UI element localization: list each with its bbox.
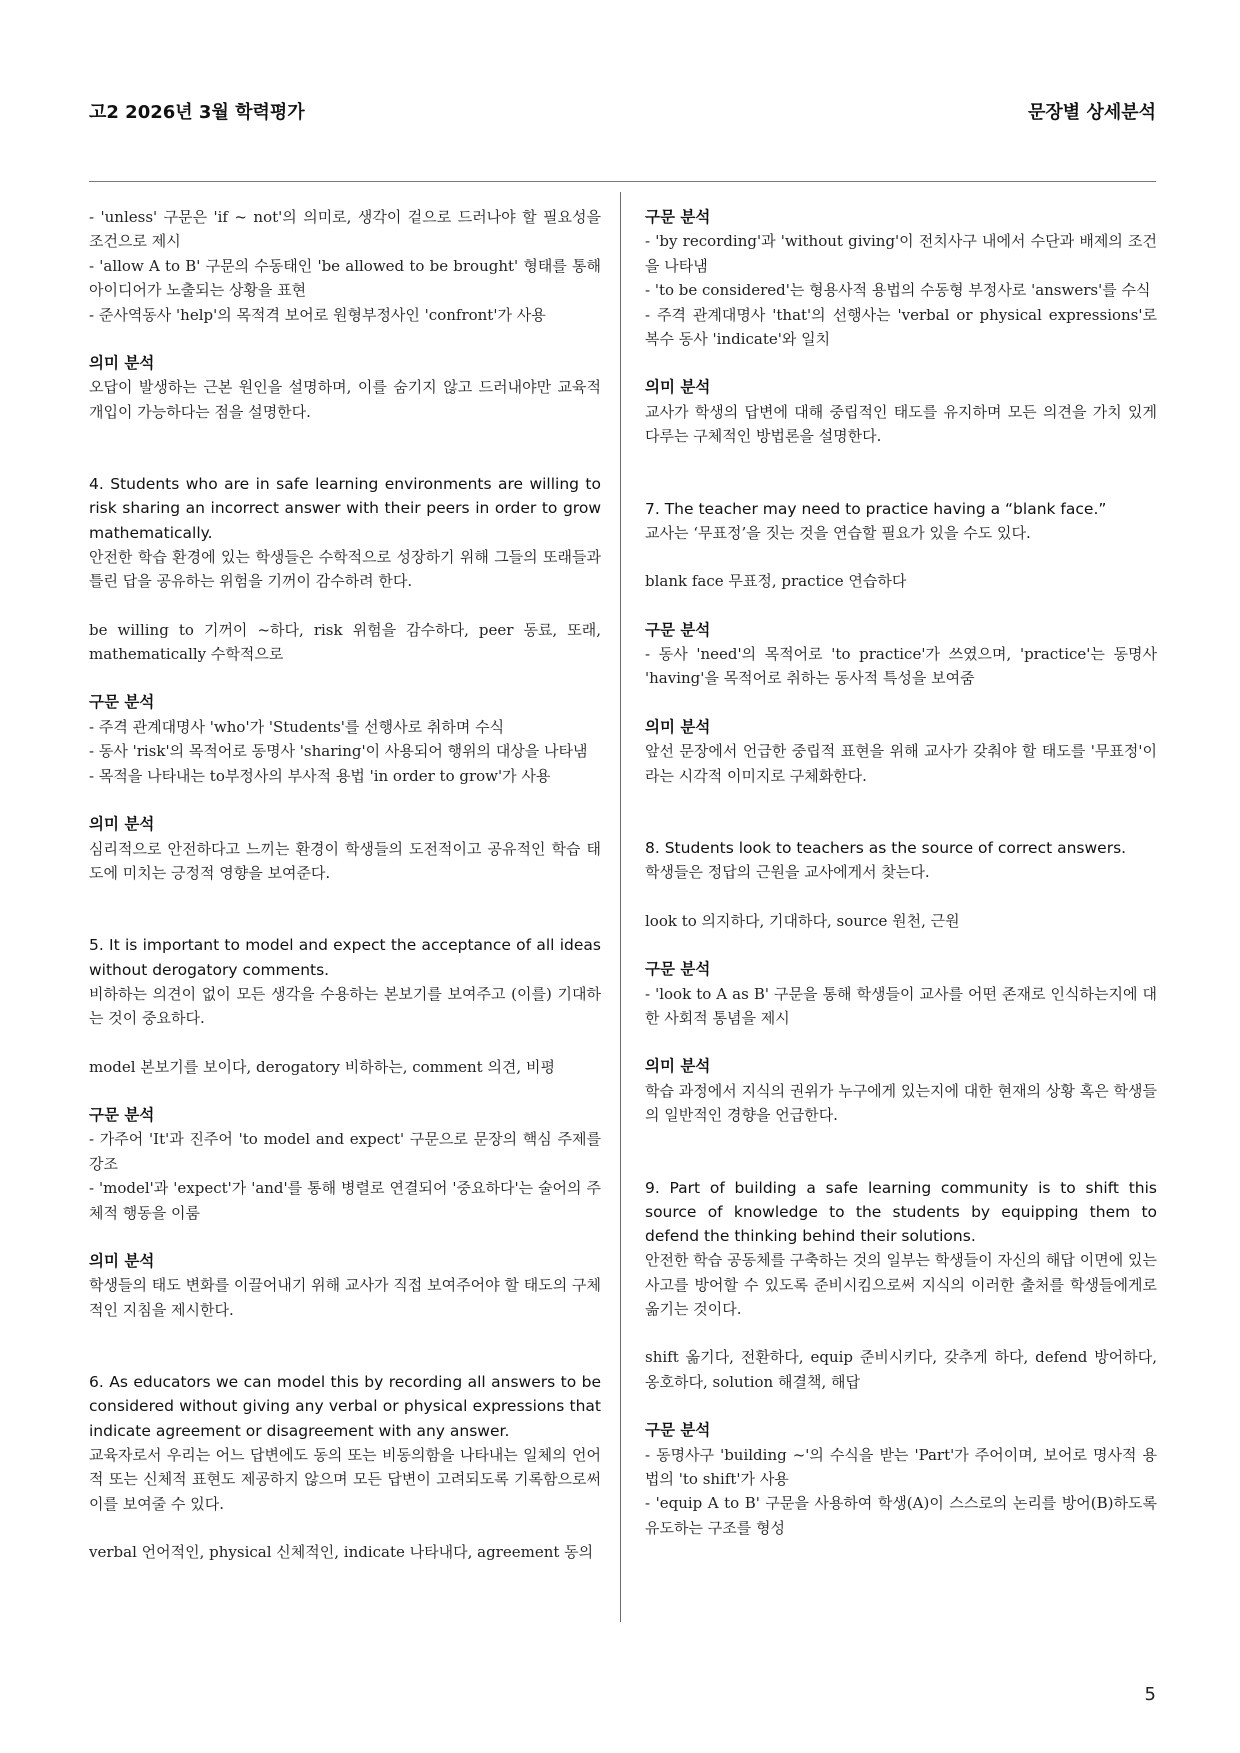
syntax-line: - 'to be considered'는 형용사적 용법의 수동형 부정사로 'answers'를 수식 (645, 281, 1151, 300)
syntax-line: - 'allow A to B' 구문의 수동태인 'be allowed to be brought' 형태를 통해 아이디어가 노출되는 상황을 표현 (89, 256, 601, 300)
meaning-heading: 의미 분석 (645, 717, 711, 736)
syntax-heading: 구문 분석 (89, 693, 155, 712)
syntax-line: - 동사 'need'의 목적어로 'to practice'가 쓰였으며, 'practice'는 동명사 'having'을 목적어로 취하는 동사적 특성을 보여줌 (645, 645, 1157, 688)
meaning-heading: 의미 분석 (645, 378, 711, 397)
syntax-line: - 'by recording'과 'without giving'이 전치사구 내에서 수단과 배제의 조건을 나타냄 (645, 232, 1157, 275)
column-divider (620, 192, 621, 1622)
syntax-line: - 가주어 'It'과 진주어 'to model and expect' 구문으로 문장의 핵심 주제를 강조 (89, 1130, 601, 1173)
syntax-line: - 'unless' 구문은 'if ~ not'의 의미로, 생각이 겉으로 드러나야 할 필요성을 조건으로 제시 (89, 208, 601, 251)
syntax-line: - 주격 관계대명사 'that'의 선행사는 'verbal or physical expressions'로 복수 동사 'indicate'와 일치 (645, 305, 1157, 349)
header-divider (89, 181, 1156, 182)
meaning-heading: 의미 분석 (89, 815, 155, 834)
syntax-line: - 'equip A to B' 구문을 사용하여 학생(A)이 스스로의 논리를 방어(B)하도록 유도하는 구조를 형성 (645, 1494, 1157, 1537)
meaning-text: 학생들의 태도 변화를 이끌어내기 위해 교사가 직접 보여주어야 할 태도의 구체적인 지침을 제시한다. (89, 1276, 601, 1319)
korean-translation: 교육자로서 우리는 어느 답변에도 동의 또는 비동의함을 나타내는 일체의 언어적 또는 신체적 표현도 제공하지 않으며 모든 답변이 고려되도록 기록함으로써 이를 보여줄 수 있다. (89, 1445, 601, 1513)
english-sentence: 8. Students look to teachers as the source of correct answers. (645, 839, 1127, 858)
korean-translation: 비하하는 의견이 없이 모든 생각을 수용하는 본보기를 보여주고 (이를) 기대하는 것이 중요하다. (89, 984, 601, 1028)
syntax-line: - 동사 'risk'의 목적어로 동명사 'sharing'이 사용되어 행위의 대상을 나타냄 (89, 742, 588, 761)
korean-translation: 교사는 ‘무표정’을 짓는 것을 연습할 필요가 있을 수도 있다. (645, 523, 1031, 542)
sentence-4 (89, 472, 601, 885)
english-sentence: 6. As educators we can model this by recording all answers to be considered without giving any verbal or physical expressions that indicate agreement or disagreement with any answer. (89, 1373, 601, 1440)
sentence-8 (645, 836, 1157, 1127)
page-number: 5 (1144, 1684, 1156, 1705)
syntax-heading: 구문 분석 (645, 620, 711, 639)
page-header (89, 98, 1156, 128)
syntax-line: - 동명사구 'building ~'의 수식을 받는 'Part'가 주어이며, 보어로 명사적 용법의 'to shift'가 사용 (645, 1445, 1157, 1489)
english-sentence: 9. Part of building a safe learning community is to shift this source of knowledge to the students by equipping them to defend the thinking behind their solutions. (645, 1178, 1157, 1245)
sentence-9 (645, 1176, 1157, 1541)
sentence-6 (89, 1370, 601, 1564)
meaning-heading: 의미 분석 (89, 354, 155, 373)
english-sentence: 4. Students who are in safe learning environments are willing to risk sharing an incorrect answer with their peers in order to grow mathematically. (89, 475, 601, 542)
vocabulary: look to 의지하다, 기대하다, source 원천, 근원 (645, 911, 960, 930)
meaning-text: 앞선 문장에서 언급한 중립적 표현을 위해 교사가 갖춰야 할 태도를 '무표정'이라는 시각적 이미지로 구체화한다. (645, 742, 1157, 785)
meaning-text: 오답이 발생하는 근본 원인을 설명하며, 이를 숨기지 않고 드러내야만 교육적 개입이 가능하다는 점을 설명한다. (89, 378, 601, 421)
vocabulary: verbal 언어적인, physical 신체적인, indicate 나타내다, agreement 동의 (89, 1543, 594, 1562)
vocabulary: shift 옮기다, 전환하다, equip 준비시키다, 갖추게 하다, defend 방어하다, 옹호하다, solution 해결책, 해답 (645, 1348, 1157, 1391)
english-sentence: 7. The teacher may need to practice having a “blank face.” (645, 499, 1107, 518)
syntax-heading: 구문 분석 (645, 208, 711, 226)
meaning-heading: 의미 분석 (645, 1057, 711, 1076)
english-sentence: 5. It is important to model and expect the acceptance of all ideas without derogatory comments. (89, 936, 601, 979)
syntax-heading: 구문 분석 (89, 1105, 155, 1124)
right-column (645, 205, 1157, 1540)
meaning-text: 심리적으로 안전하다고 느끼는 환경이 학생들의 도전적이고 공유적인 학습 태도에 미치는 긍정적 영향을 보여준다. (89, 839, 601, 882)
syntax-line: - 준사역동사 'help'의 목적격 보어로 원형부정사인 'confront'가 사용 (89, 305, 546, 324)
section-title: 문장별 상세분석 (1028, 102, 1156, 123)
syntax-line: - 'model'과 'expect'가 'and'를 통해 병렬로 연결되어 '중요하다'는 술어의 주체적 행동을 이룸 (89, 1179, 601, 1222)
sentence-7 (645, 497, 1157, 788)
sentence-5 (89, 933, 601, 1322)
korean-translation: 안전한 학습 환경에 있는 학생들은 수학적으로 성장하기 위해 그들의 또래들과 틀린 답을 공유하는 위험을 기꺼이 감수하려 한다. (89, 547, 601, 591)
continued-analysis (645, 205, 1157, 449)
vocabulary: be willing to 기꺼이 ~하다, risk 위험을 감수하다, peer 동료, 또래, mathematically 수학적으로 (89, 620, 601, 664)
syntax-heading: 구문 분석 (645, 960, 711, 979)
korean-translation: 안전한 학습 공동체를 구축하는 것의 일부는 학생들이 자신의 해답 이면에 있는 사고를 방어할 수 있도록 준비시킴으로써 지식의 이러한 출처를 학생들에게로 옮기는 것이다. (645, 1251, 1157, 1318)
syntax-line: - 주격 관계대명사 'who'가 'Students'를 선행사로 취하며 수식 (89, 717, 505, 736)
korean-translation: 학생들은 정답의 근원을 교사에게서 찾는다. (645, 863, 930, 882)
continued-analysis (89, 205, 601, 424)
syntax-line: - 'look to A as B' 구문을 통해 학생들이 교사를 어떤 존재로 인식하는지에 대한 사회적 통념을 제시 (645, 984, 1157, 1027)
meaning-text: 교사가 학생의 답변에 대해 중립적인 태도를 유지하며 모든 의견을 가치 있게 다루는 구체적인 방법론을 설명한다. (645, 402, 1157, 446)
syntax-line: - 목적을 나타내는 to부정사의 부사적 용법 'in order to grow'가 사용 (89, 766, 551, 785)
exam-title: 고2 2026년 3월 학력평가 (89, 102, 305, 123)
vocabulary: blank face 무표정, practice 연습하다 (645, 572, 907, 591)
syntax-heading: 구문 분석 (645, 1421, 711, 1440)
vocabulary: model 본보기를 보이다, derogatory 비하하는, comment 의견, 비평 (89, 1057, 555, 1076)
left-column (89, 205, 601, 1564)
meaning-heading: 의미 분석 (89, 1251, 155, 1270)
meaning-text: 학습 과정에서 지식의 권위가 누구에게 있는지에 대한 현재의 상황 혹은 학생들의 일반적인 경향을 언급한다. (645, 1081, 1157, 1125)
